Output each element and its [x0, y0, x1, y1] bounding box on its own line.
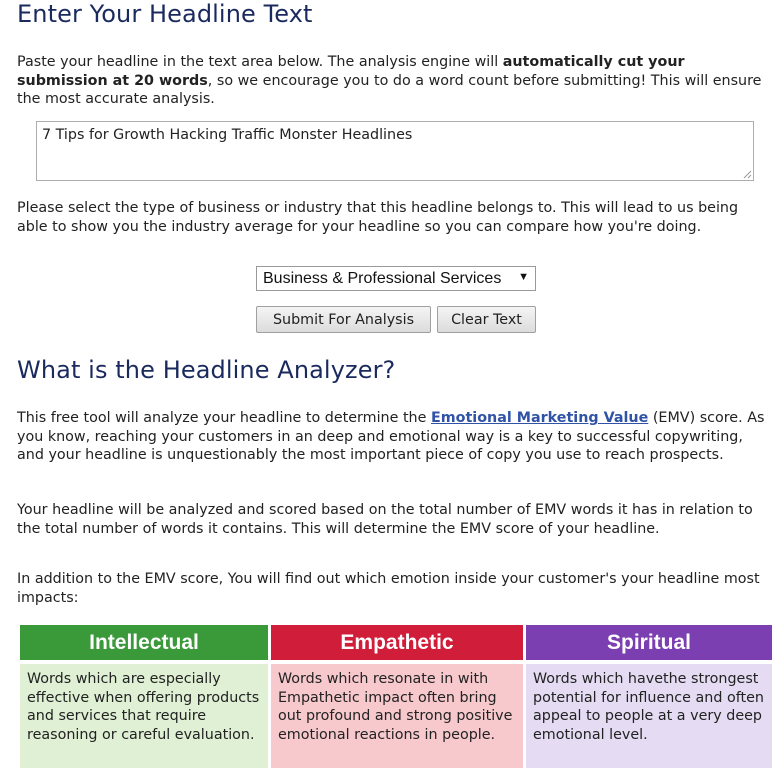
industry-select[interactable]: [256, 266, 536, 291]
dropdown-arrow-icon: ▼: [518, 271, 529, 283]
emotion-card-title: Spiritual: [525, 624, 773, 661]
intro-text-2: , so we encourage you to do a word count before submitting! This will ensure the most accurate analysis.: [17, 72, 762, 108]
industry-select-value: Business & Professional Services: [263, 269, 502, 287]
free-tool-text-1: This free tool will analyze your headline to determine the: [17, 410, 431, 426]
emotion-card-description: Words which resonate in with Empathetic impact often bring out profound and strong positive emotional reactions in people.: [270, 663, 524, 769]
intro-bold-text: automatically cut your submission at 20 words: [17, 54, 685, 89]
emotion-card-description: Words which havethe strongest potential for influence and often appeal to people at a very deep emotional level.: [525, 663, 773, 769]
headline-textarea[interactable]: [36, 121, 754, 181]
emotion-card-description: Words which are especially effective when offering products and services that require reasoning or careful evaluation.: [19, 663, 269, 769]
emotion-card-empathetic: [270, 624, 524, 769]
score-paragraph: Your headline will be analyzed and scored based on the total number of EMV words it has in relation to the total number of words it contains. This will determine the EMV score of your headline.: [17, 502, 753, 537]
industry-prompt: Please select the type of business or industry that this headline belongs to. This will lead to us being able to show you the industry average for your headline so you can compare how you're doing.: [17, 200, 739, 235]
free-tool-text-2: (EMV) score. As you know, reaching your customers in an deep and emotional way is a key to successful copywriting, and your headline is unquestionably the most important piece of copy you use to reach prospects.: [17, 410, 765, 464]
emotion-card-spiritual: [525, 624, 773, 769]
emotion-paragraph: In addition to the EMV score, You will find out which emotion inside your customer's your headline most impacts:: [17, 571, 760, 606]
emotion-card-title: Empathetic: [270, 624, 524, 661]
free-tool-paragraph: [17, 409, 769, 465]
intro-text-1: Paste your headline in the text area below. The analysis engine will: [17, 54, 503, 70]
emv-link[interactable]: Emotional Marketing Value: [430, 410, 649, 426]
emotion-card-title: Intellectual: [19, 624, 269, 661]
enter-headline-heading: Enter Your Headline Text: [17, 0, 313, 28]
emotion-card-intellectual: [19, 624, 269, 769]
submit-analysis-button[interactable]: Submit For Analysis: [256, 306, 431, 333]
clear-text-button[interactable]: Clear Text: [437, 306, 536, 333]
what-is-analyzer-heading: What is the Headline Analyzer?: [17, 356, 396, 384]
intro-paragraph: [17, 53, 769, 109]
